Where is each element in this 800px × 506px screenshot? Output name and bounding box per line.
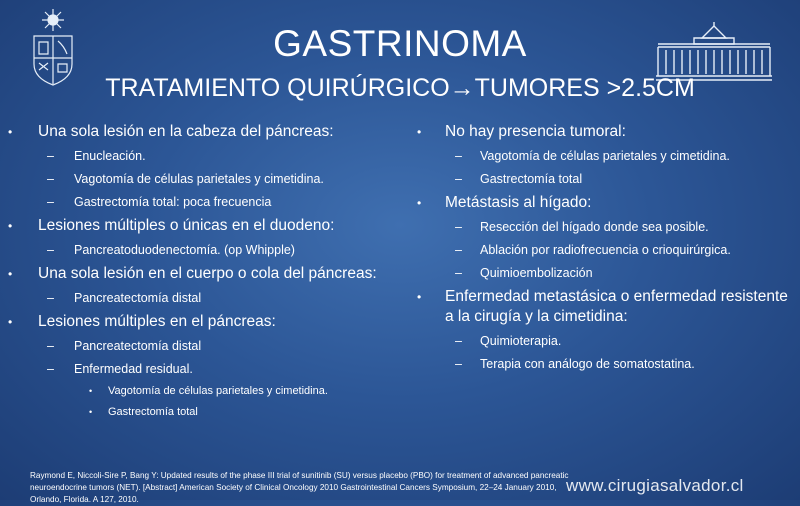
sub-list-item-text: Gastrectomía total xyxy=(480,172,583,186)
sub-list-item xyxy=(0,360,400,378)
reference-citation: Raymond E, Niccoli-Sire P, Bang Y: Updated results of the phase III trial of sunitinib (SU) versus placebo (PBO) for treatment of advanced pancreatic neuroendocrine tumors (NET). [Abstract] American Society of Clinical Oncology 2010 Gastrointestinal Cancers Symposium, 22–24 January 2010, Orlando, Florida. A 127, 2010. xyxy=(30,471,569,504)
sub-list-item-text: Vagotomía de células parietales y cimetidina. xyxy=(480,149,730,163)
dash-marker: – xyxy=(47,291,54,305)
sub-list-item xyxy=(0,170,400,188)
sub-list-item xyxy=(0,337,400,355)
list-item xyxy=(404,122,800,142)
dash-marker: – xyxy=(47,339,54,353)
sub-list-item-text: Gastrectomía total: poca frecuencia xyxy=(74,195,272,209)
sub-list-item xyxy=(404,218,800,236)
bullet-marker: • xyxy=(417,196,422,210)
list-item xyxy=(404,193,800,213)
dash-marker: – xyxy=(455,357,462,371)
sub-list-item xyxy=(404,332,800,350)
sub-sub-list-item xyxy=(0,404,400,420)
dash-marker: – xyxy=(47,362,54,376)
sub-list-item xyxy=(404,170,800,188)
dash-marker: – xyxy=(47,172,54,186)
dash-marker: – xyxy=(47,243,54,257)
slide-title: GASTRINOMA xyxy=(273,23,527,64)
list-item-text: Una sola lesión en la cabeza del páncreas: xyxy=(38,123,334,140)
dash-marker: – xyxy=(455,172,462,186)
bullet-marker: • xyxy=(89,386,93,396)
list-item xyxy=(0,216,400,236)
sub-list-item-text: Vagotomía de células parietales y cimetidina. xyxy=(74,172,324,186)
bullet-marker: • xyxy=(8,219,13,233)
sub-list-item xyxy=(0,147,400,165)
list-item xyxy=(0,122,400,142)
sub-sub-list-item xyxy=(0,383,400,399)
sub-list-item xyxy=(404,355,800,373)
sub-list-item-text: Pancreatoduodenectomía. (op Whipple) xyxy=(74,243,295,257)
dash-marker: – xyxy=(47,195,54,209)
sub-list-item-text: Enucleación. xyxy=(74,149,146,163)
sub-list-item-text: Quimioembolización xyxy=(480,266,593,280)
sub-list-item-text: Terapia con análogo de somatostatina. xyxy=(480,357,695,371)
dash-marker: – xyxy=(47,149,54,163)
sub-sub-list-item-text: Gastrectomía total xyxy=(108,406,198,418)
list-item xyxy=(0,312,400,332)
sub-list-item xyxy=(0,289,400,307)
bullet-marker: • xyxy=(8,267,13,281)
dash-marker: – xyxy=(455,243,462,257)
sub-list-item xyxy=(0,193,400,211)
sub-list-item-text: Pancreatectomía distal xyxy=(74,339,202,353)
bullet-marker: • xyxy=(89,407,93,417)
sub-list-item-text: Ablación por radiofrecuencia o crioquirúrgica. xyxy=(480,243,731,257)
slide-subtitle: TRATAMIENTO QUIRÚRGICO→TUMORES >2.5CM xyxy=(105,74,695,102)
list-item-text: Enfermedad metastásica o enfermedad resistente a la cirugía y la cimetidina: xyxy=(445,288,788,325)
sub-list-item-text: Resección del hígado donde sea posible. xyxy=(480,220,709,234)
dash-marker: – xyxy=(455,149,462,163)
bullet-marker: • xyxy=(417,125,422,139)
list-item-text: Una sola lesión en el cuerpo o cola del páncreas: xyxy=(38,265,377,282)
bullet-marker: • xyxy=(417,290,422,304)
dash-marker: – xyxy=(455,266,462,280)
sub-list-item xyxy=(0,241,400,259)
list-item-text: Lesiones múltiples o únicas en el duodeno: xyxy=(38,217,335,234)
list-item xyxy=(0,264,400,284)
list-item-text: No hay presencia tumoral: xyxy=(445,123,626,140)
sub-list-item xyxy=(404,147,800,165)
bullet-marker: • xyxy=(8,315,13,329)
sub-list-item-text: Enfermedad residual. xyxy=(74,362,193,376)
website-watermark: www.cirugiasalvador.cl xyxy=(566,476,744,495)
left-column xyxy=(0,122,400,425)
right-column xyxy=(404,122,800,378)
sub-sub-list-item-text: Vagotomía de células parietales y cimetidina. xyxy=(108,385,328,397)
list-item-text: Metástasis al hígado: xyxy=(445,194,592,211)
dash-marker: – xyxy=(455,334,462,348)
sub-list-item-text: Pancreatectomía distal xyxy=(74,291,202,305)
sub-list-item xyxy=(404,241,800,259)
list-item xyxy=(404,287,800,327)
dash-marker: – xyxy=(455,220,462,234)
sub-list-item-text: Quimioterapia. xyxy=(480,334,562,348)
bullet-marker: • xyxy=(8,125,13,139)
list-item-text: Lesiones múltiples en el páncreas: xyxy=(38,313,276,330)
sub-list-item xyxy=(404,264,800,282)
